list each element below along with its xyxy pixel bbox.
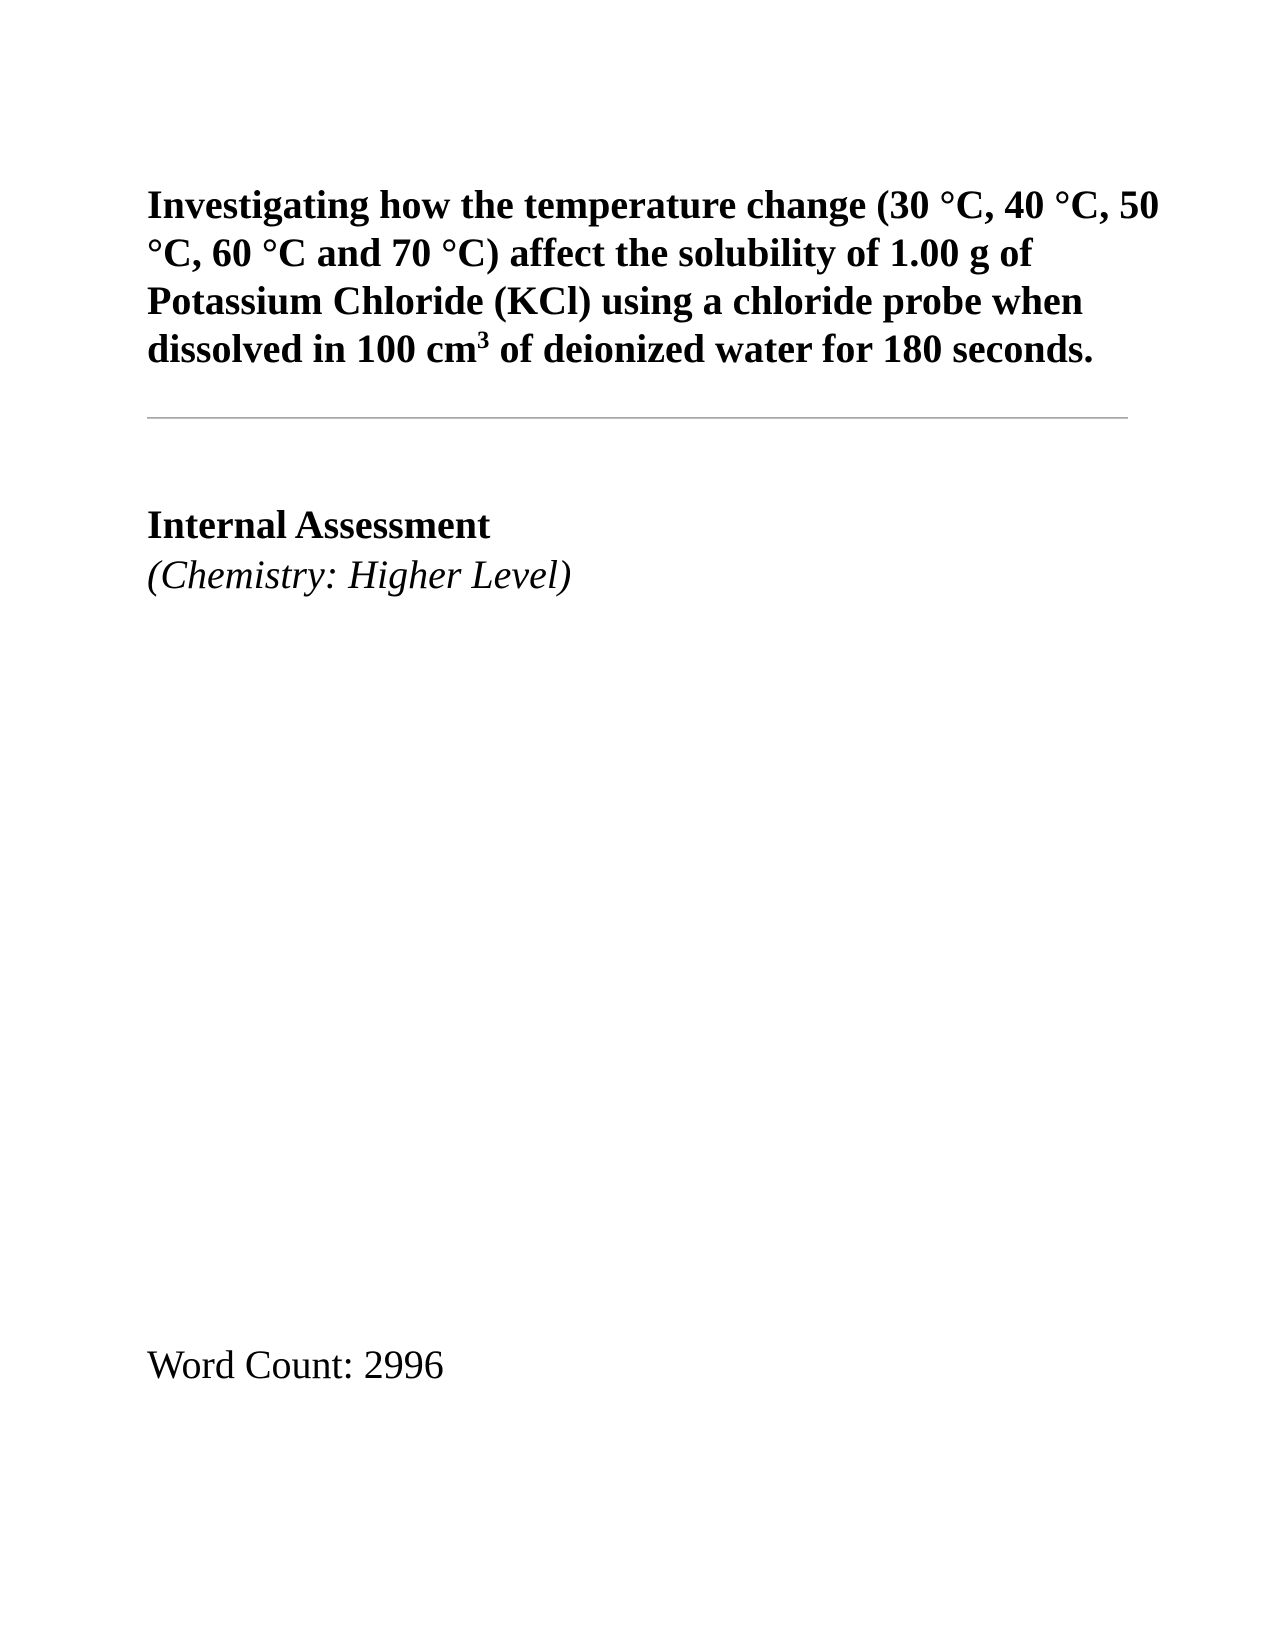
horizontal-rule [147,417,1128,419]
title-line-4-pre: dissolved in 100 cm [147,326,478,371]
title-line-4-post: of deionized water for 180 seconds. [489,326,1094,371]
title-line-4 [147,325,1137,373]
title-line-3: Potassium Chloride (KCl) using a chloride probe when [147,278,1083,323]
assessment-block [147,500,1137,600]
title-line-1: Investigating how the temperature change (30 °C, 40 °C, 50 [147,182,1160,227]
assessment-subject: (Chemistry: Higher Level) [147,552,572,597]
document-title [147,181,1160,373]
word-count: Word Count: 2996 [147,1342,444,1387]
assessment-heading: Internal Assessment [147,502,491,547]
title-superscript: 3 [477,327,490,355]
title-line-2: °C, 60 °C and 70 °C) affect the solubility of 1.00 g of [147,230,1033,275]
